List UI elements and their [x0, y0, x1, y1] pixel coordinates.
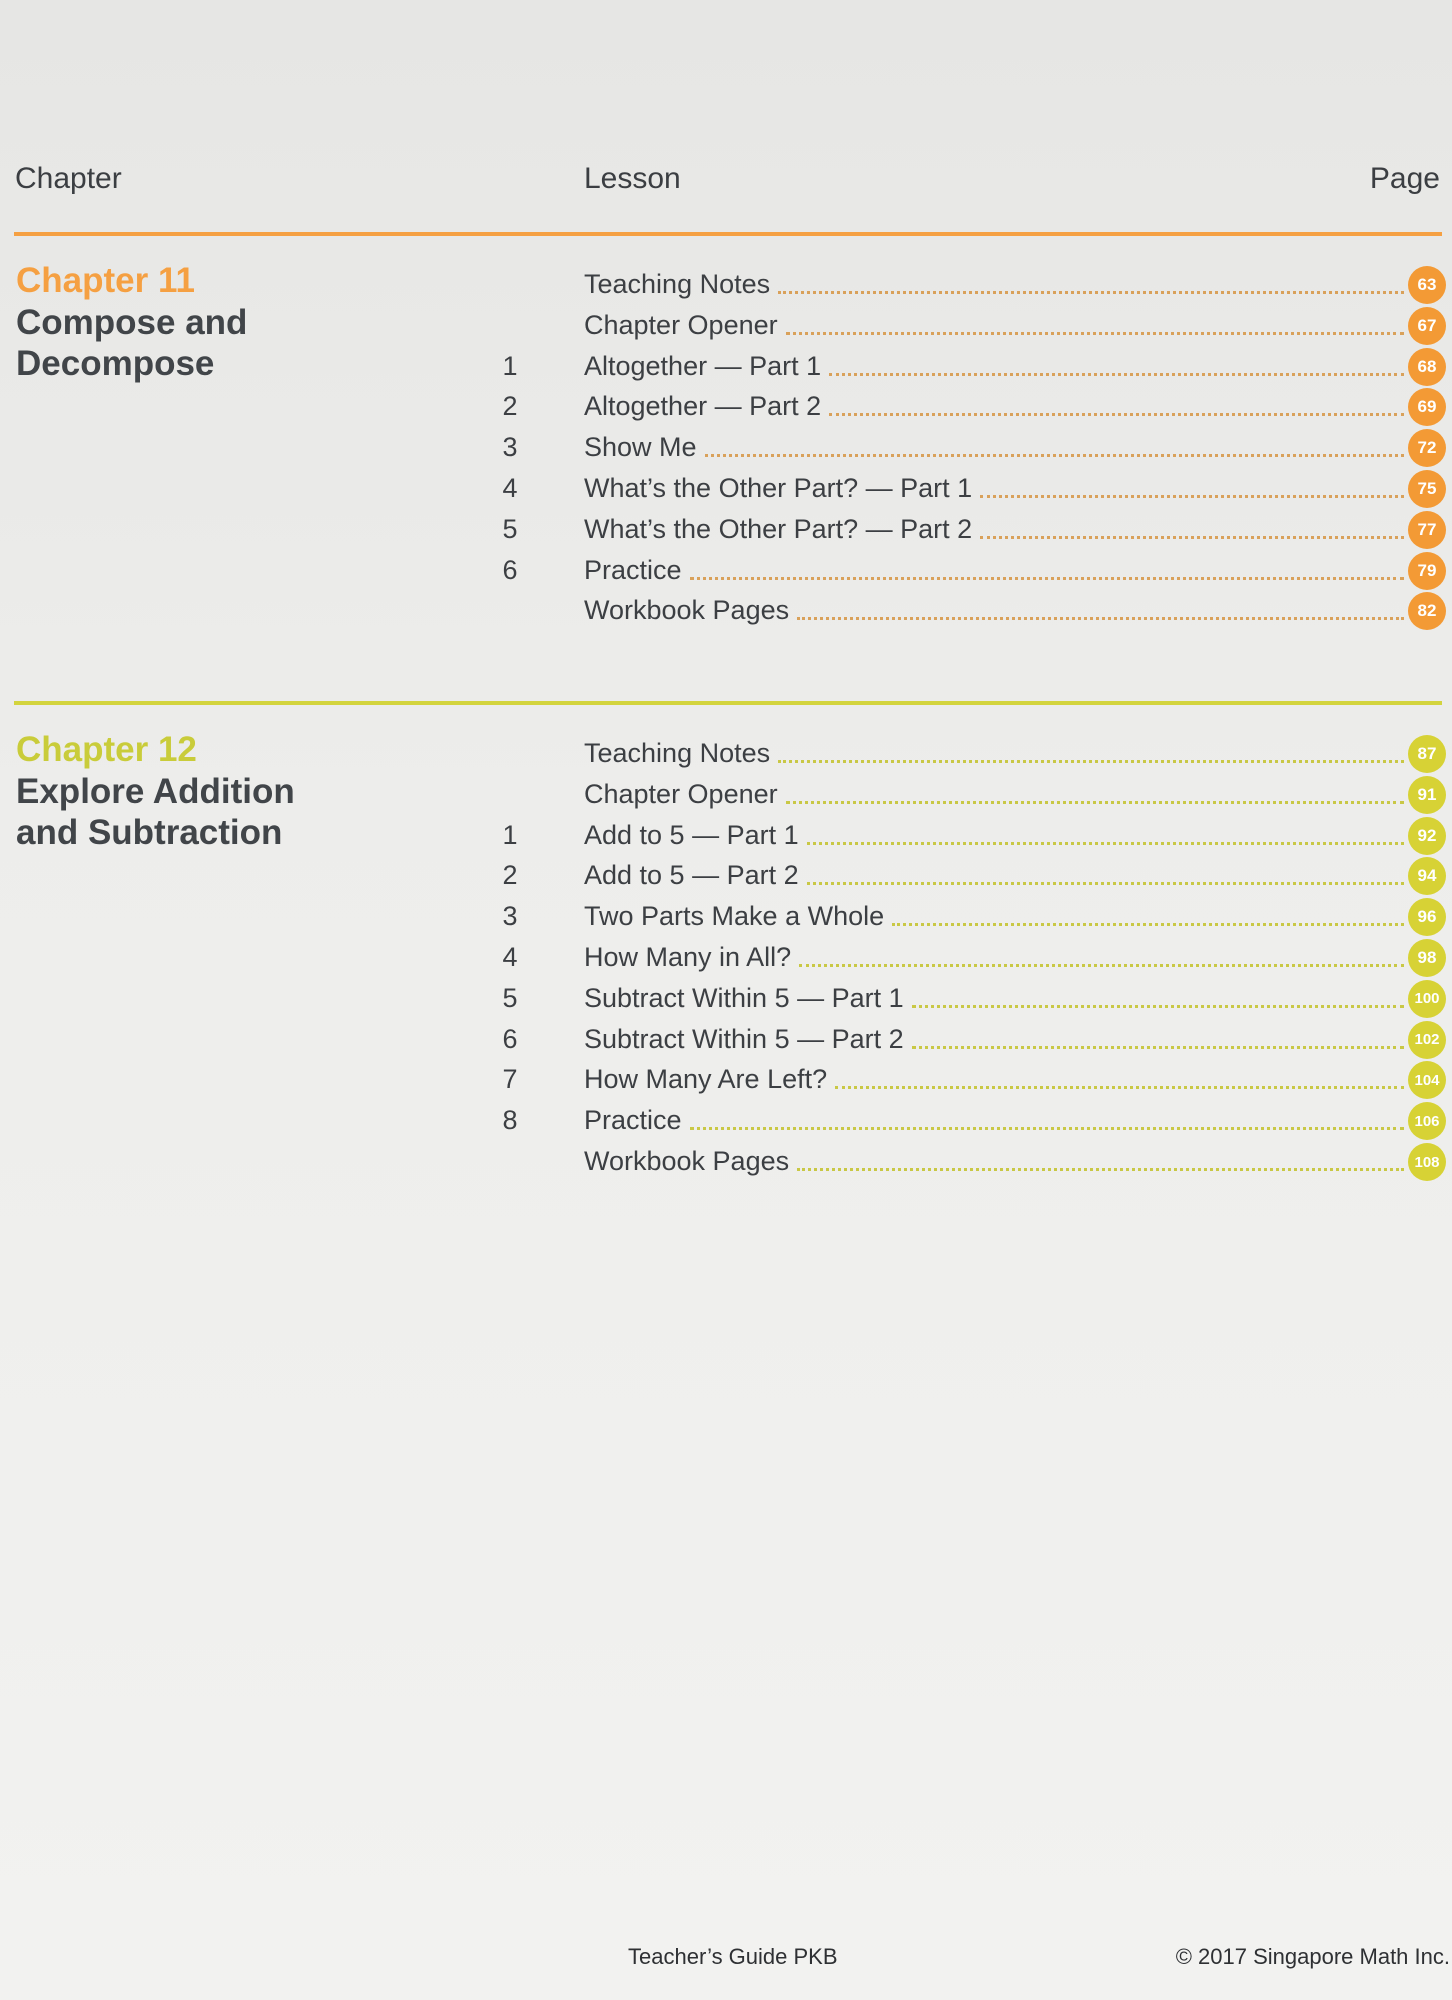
toc-row [0, 1100, 1452, 1141]
dot-leader [690, 577, 1404, 580]
lesson-title: Two Parts Make a Whole [584, 901, 885, 932]
lesson-title: Show Me [584, 432, 697, 463]
lesson-title: What’s the Other Part? — Part 2 [584, 513, 973, 544]
lesson-title: Subtract Within 5 — Part 2 [584, 1023, 904, 1054]
toc-row [0, 509, 1452, 550]
lesson-entry [584, 1059, 1404, 1100]
lesson-title: Subtract Within 5 — Part 1 [584, 982, 904, 1013]
page-number-badge: 98 [1408, 939, 1446, 977]
lesson-entry [584, 305, 1404, 346]
lesson-entry [584, 774, 1404, 815]
dot-leader [829, 373, 1404, 376]
dot-leader [705, 454, 1404, 457]
chapter-11-title-line1: Compose and [16, 303, 248, 342]
page-number-badge: 79 [1408, 552, 1446, 590]
page-number-badge: 72 [1408, 429, 1446, 467]
lesson-number: 1 [502, 350, 518, 381]
toc-row [0, 1141, 1452, 1182]
lesson-title: Workbook Pages [584, 1146, 790, 1176]
dot-leader [980, 536, 1404, 539]
page-number-badge: 68 [1408, 348, 1446, 386]
lesson-entry [584, 509, 1404, 550]
lesson-number: 2 [502, 860, 518, 891]
lesson-title: Altogether — Part 1 [584, 350, 822, 381]
lesson-title: Add to 5 — Part 1 [584, 819, 799, 850]
lesson-title: How Many Are Left? [584, 1064, 828, 1095]
page-number-badge: 94 [1408, 857, 1446, 895]
chapter-11-number: Chapter 11 [16, 261, 195, 300]
toc-row [0, 386, 1452, 427]
lesson-title: Teaching Notes [584, 269, 771, 299]
page-column-header: Page [1369, 162, 1440, 195]
toc-row [0, 774, 1452, 815]
toc-row [0, 590, 1452, 631]
page-number-badge: 77 [1408, 511, 1446, 549]
dot-leader [835, 1086, 1404, 1089]
footer-guide-title: Teacher’s Guide PKB [628, 1944, 838, 1969]
toc-row [0, 855, 1452, 896]
chapter-12-title-line1: Explore Addition [16, 772, 295, 811]
dot-leader [799, 964, 1404, 967]
lesson-entry [584, 427, 1404, 468]
lesson-entry [584, 590, 1404, 631]
lesson-column-header: Lesson [584, 162, 681, 195]
lesson-title: Chapter Opener [584, 309, 778, 340]
lesson-title: Altogether — Part 2 [584, 391, 822, 422]
dot-leader [829, 413, 1404, 416]
lesson-number: 3 [502, 432, 518, 463]
toc-row [0, 468, 1452, 509]
lesson-number: 6 [502, 554, 518, 585]
lesson-number: 4 [502, 942, 518, 972]
lesson-number: 6 [502, 1023, 518, 1054]
page-number-badge: 63 [1408, 266, 1446, 304]
lesson-entry [584, 264, 1404, 305]
lesson-number: 5 [502, 982, 518, 1013]
page-number-badge: 106 [1408, 1102, 1446, 1140]
dot-leader [690, 1127, 1404, 1130]
lesson-title: Practice [584, 554, 682, 585]
lesson-entry [584, 937, 1404, 978]
toc-row [0, 305, 1452, 346]
dot-leader [807, 842, 1404, 845]
toc-row [0, 937, 1452, 978]
lesson-entry [584, 815, 1404, 856]
page-number-badge: 87 [1408, 735, 1446, 773]
lesson-number: 2 [502, 391, 518, 422]
lesson-number: 4 [502, 473, 518, 503]
page-number-badge: 100 [1408, 980, 1446, 1018]
lesson-entry [584, 855, 1404, 896]
page-number-badge: 92 [1408, 817, 1446, 855]
toc-row [0, 815, 1452, 856]
page-number-badge: 108 [1408, 1143, 1446, 1181]
lesson-entry [584, 896, 1404, 937]
page-number-badge: 102 [1408, 1021, 1446, 1059]
chapter-12-number: Chapter 12 [16, 730, 197, 769]
lesson-entry [584, 733, 1404, 774]
page-number-badge: 104 [1408, 1061, 1446, 1099]
page-number-badge: 96 [1408, 898, 1446, 936]
toc-row [0, 1019, 1452, 1060]
lesson-entry [584, 346, 1404, 387]
dot-leader [786, 332, 1404, 335]
lesson-entry [584, 1141, 1404, 1182]
page-number-badge: 82 [1408, 592, 1446, 630]
chapter-12-divider [14, 701, 1442, 705]
toc-row [0, 346, 1452, 387]
lesson-number: 7 [502, 1064, 518, 1095]
lesson-entry [584, 550, 1404, 591]
lesson-title: How Many in All? [584, 942, 792, 972]
lesson-title: Practice [584, 1105, 682, 1136]
chapter-11-divider [14, 232, 1442, 236]
lesson-entry [584, 386, 1404, 427]
lesson-entry [584, 468, 1404, 509]
chapter-12-title-line2: and Subtraction [16, 813, 283, 852]
toc-row [0, 896, 1452, 937]
lesson-title: Chapter Opener [584, 778, 778, 809]
dot-leader [778, 760, 1404, 763]
footer-copyright: © 2017 Singapore Math Inc. [1175, 1944, 1450, 1969]
dot-leader [797, 1168, 1404, 1171]
lesson-number: 5 [502, 513, 518, 544]
lesson-number: 3 [502, 901, 518, 932]
toc-row [0, 264, 1452, 305]
page-number-badge: 67 [1408, 307, 1446, 345]
dot-leader [786, 801, 1404, 804]
toc-row [0, 427, 1452, 468]
page-number-badge: 69 [1408, 388, 1446, 426]
lesson-entry [584, 1019, 1404, 1060]
dot-leader [980, 495, 1404, 498]
dot-leader [797, 617, 1404, 620]
lesson-number: 8 [502, 1105, 518, 1136]
dot-leader [912, 1005, 1404, 1008]
dot-leader [912, 1046, 1404, 1049]
lesson-title: What’s the Other Part? — Part 1 [584, 473, 973, 503]
toc-row [0, 733, 1452, 774]
page-number-badge: 75 [1408, 470, 1446, 508]
lesson-entry [584, 1100, 1404, 1141]
lesson-title: Workbook Pages [584, 595, 790, 626]
lesson-title: Teaching Notes [584, 738, 771, 768]
lesson-title: Add to 5 — Part 2 [584, 860, 799, 891]
lesson-entry [584, 978, 1404, 1019]
toc-row [0, 1059, 1452, 1100]
chapter-11-title-line2: Decompose [16, 344, 215, 383]
page-number-badge: 91 [1408, 776, 1446, 814]
dot-leader [807, 882, 1404, 885]
dot-leader [778, 291, 1404, 294]
chapter-column-header: Chapter [15, 162, 122, 195]
lesson-number: 1 [502, 819, 518, 850]
toc-row [0, 978, 1452, 1019]
dot-leader [892, 923, 1404, 926]
toc-row [0, 550, 1452, 591]
